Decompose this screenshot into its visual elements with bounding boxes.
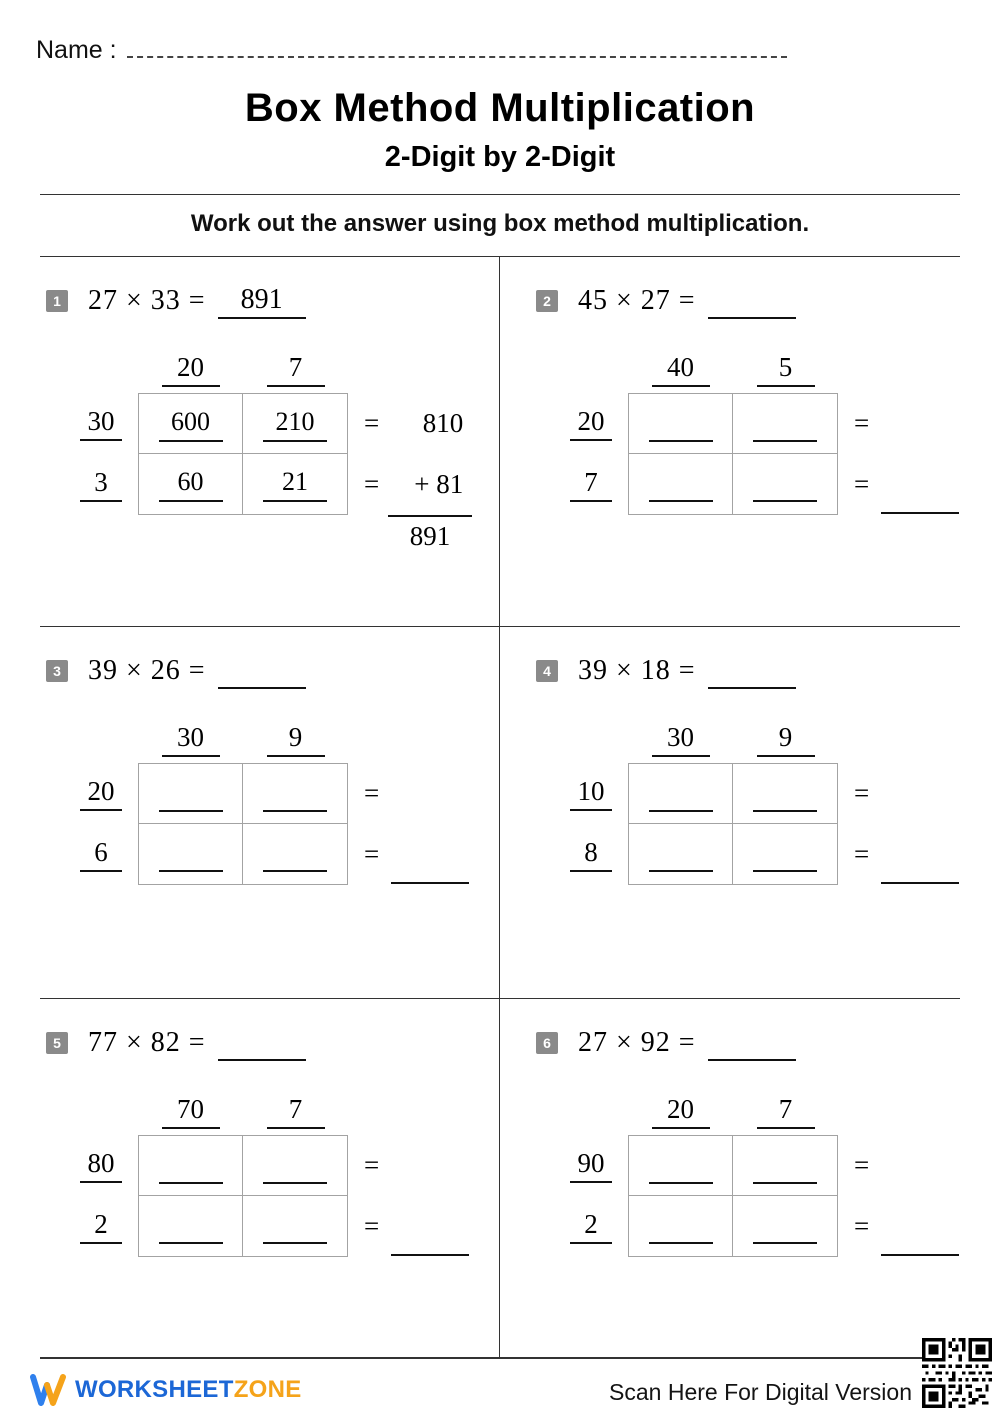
final-answer-blank	[881, 1226, 959, 1256]
qr-code	[922, 1338, 992, 1408]
row-header: 20	[572, 393, 628, 454]
final-answer-blank	[391, 1226, 469, 1256]
product-cell	[629, 394, 733, 454]
problem-number-badge: 1	[46, 290, 68, 312]
product-cell	[139, 824, 243, 884]
box-method-grid	[82, 345, 499, 573]
product-cell	[243, 764, 347, 824]
scan-here-label: Scan Here For Digital Version	[609, 1379, 912, 1405]
product-cell	[139, 764, 243, 824]
equation-text: 27 × 33 =	[88, 285, 206, 316]
row-equals	[838, 763, 978, 824]
equals-sign: =	[854, 778, 870, 808]
problem-number-badge: 3	[46, 660, 68, 682]
equation-text: 77 × 82 =	[88, 1027, 206, 1058]
answer-blank	[708, 1025, 796, 1061]
column-header: 40	[628, 345, 733, 393]
problem-number-badge: 4	[536, 660, 558, 682]
name-write-line	[127, 56, 787, 58]
column-header: 7	[243, 1087, 348, 1135]
box-method-grid	[82, 715, 499, 943]
column-header: 7	[733, 1087, 838, 1135]
product-cell	[243, 824, 347, 884]
row-header: 80	[82, 1135, 138, 1196]
row-header: 7	[572, 454, 628, 515]
product-cell	[139, 1136, 243, 1196]
final-total: 891	[409, 521, 451, 551]
sum-line	[388, 515, 472, 517]
equals-sign: =	[364, 408, 380, 438]
name-label: Name :	[36, 36, 117, 64]
product-box	[138, 393, 348, 515]
row-equals	[838, 1135, 978, 1196]
equation-text: 39 × 26 =	[88, 655, 206, 686]
final-answer-blank	[881, 484, 959, 514]
product-cell	[733, 764, 837, 824]
product-box	[628, 763, 838, 885]
row-header: 3	[82, 454, 138, 515]
product-cell: 210	[243, 394, 347, 454]
row-equals	[348, 1135, 488, 1196]
worksheetzone-logo-icon	[30, 1374, 66, 1406]
column-header: 30	[138, 715, 243, 763]
equation-text: 45 × 27 =	[578, 285, 696, 316]
product-cell	[139, 1196, 243, 1256]
problem-5	[40, 999, 500, 1357]
product-cell	[629, 1136, 733, 1196]
final-answer-blank	[881, 854, 959, 884]
product-cell	[629, 454, 733, 514]
box-method-grid	[82, 1087, 499, 1315]
row-header: 90	[572, 1135, 628, 1196]
problem-header	[46, 653, 499, 689]
column-header: 20	[138, 345, 243, 393]
column-header: 9	[733, 715, 838, 763]
column-header: 7	[243, 345, 348, 393]
product-cell: 21	[243, 454, 347, 514]
product-cell: 60	[139, 454, 243, 514]
product-cell	[629, 764, 733, 824]
problem-header	[536, 1025, 960, 1061]
product-cell: 600	[139, 394, 243, 454]
equals-sign: =	[364, 839, 380, 869]
page-title: Box Method Multiplication	[244, 86, 756, 130]
product-box	[628, 1135, 838, 1257]
problem-4	[500, 627, 960, 999]
equals-sign: =	[854, 1211, 870, 1241]
product-box	[138, 1135, 348, 1257]
equals-sign: =	[854, 839, 870, 869]
worksheetzone-brand	[30, 1374, 302, 1406]
row-equals	[838, 1196, 978, 1257]
product-cell	[243, 1196, 347, 1256]
problem-1	[40, 257, 500, 627]
row-header: 8	[572, 824, 628, 885]
box-method-grid	[572, 345, 960, 573]
equals-sign: =	[364, 1211, 380, 1241]
row-equals	[348, 763, 488, 824]
row-header: 10	[572, 763, 628, 824]
equation-text: 39 × 18 =	[578, 655, 696, 686]
problem-header	[46, 1025, 499, 1061]
divider-line	[40, 194, 960, 195]
brand-worksheet: WORKSHEET	[75, 1376, 234, 1403]
product-box	[628, 393, 838, 515]
row-equals	[838, 824, 978, 885]
equals-sign: =	[364, 778, 380, 808]
final-answer-blank	[391, 854, 469, 884]
row-equals	[838, 454, 978, 515]
equals-sign: =	[854, 469, 870, 499]
column-header: 30	[628, 715, 733, 763]
product-cell	[733, 824, 837, 884]
answer-blank	[708, 653, 796, 689]
problem-number-badge: 6	[536, 1032, 558, 1054]
problem-header	[536, 283, 960, 319]
row-header: 6	[82, 824, 138, 885]
row-header: 20	[82, 763, 138, 824]
product-cell	[629, 824, 733, 884]
row-equals	[348, 1196, 488, 1257]
box-method-grid	[572, 1087, 960, 1315]
problem-header	[46, 283, 499, 319]
answer-blank	[218, 653, 306, 689]
name-field	[36, 36, 787, 65]
sum-area	[348, 515, 488, 573]
equals-sign: =	[364, 469, 380, 499]
column-header: 9	[243, 715, 348, 763]
row-equals	[348, 824, 488, 885]
row-header: 2	[82, 1196, 138, 1257]
instruction-text: Work out the answer using box method multiplication.	[190, 210, 810, 237]
product-cell	[629, 1196, 733, 1256]
column-header: 5	[733, 345, 838, 393]
problem-6	[500, 999, 960, 1357]
equals-sign: =	[854, 408, 870, 438]
brand-text	[75, 1376, 302, 1404]
product-cell	[243, 1136, 347, 1196]
row-equals	[838, 393, 978, 454]
problem-number-badge: 5	[46, 1032, 68, 1054]
row-header: 2	[572, 1196, 628, 1257]
column-header: 20	[628, 1087, 733, 1135]
problem-3	[40, 627, 500, 999]
row-header: 30	[82, 393, 138, 454]
row-result: 810	[422, 408, 464, 438]
equation-text: 27 × 92 =	[578, 1027, 696, 1058]
row-result: + 81	[414, 469, 464, 499]
column-header: 70	[138, 1087, 243, 1135]
product-cell	[733, 454, 837, 514]
brand-zone: ZONE	[233, 1376, 302, 1403]
page-subtitle: 2-Digit by 2-Digit	[384, 141, 616, 173]
product-box	[138, 763, 348, 885]
problem-number-badge: 2	[536, 290, 558, 312]
row-equals	[348, 454, 488, 515]
product-cell	[733, 1136, 837, 1196]
product-cell	[733, 1196, 837, 1256]
problems-grid	[40, 256, 960, 1359]
footer	[0, 1366, 1000, 1414]
box-method-grid	[572, 715, 960, 943]
equals-sign: =	[854, 1150, 870, 1180]
answer-blank	[708, 283, 796, 319]
equals-sign: =	[364, 1150, 380, 1180]
row-equals	[348, 393, 488, 454]
problem-2	[500, 257, 960, 627]
answer-blank	[218, 1025, 306, 1061]
problem-header	[536, 653, 960, 689]
product-cell	[733, 394, 837, 454]
answer-blank: 891	[218, 283, 306, 319]
